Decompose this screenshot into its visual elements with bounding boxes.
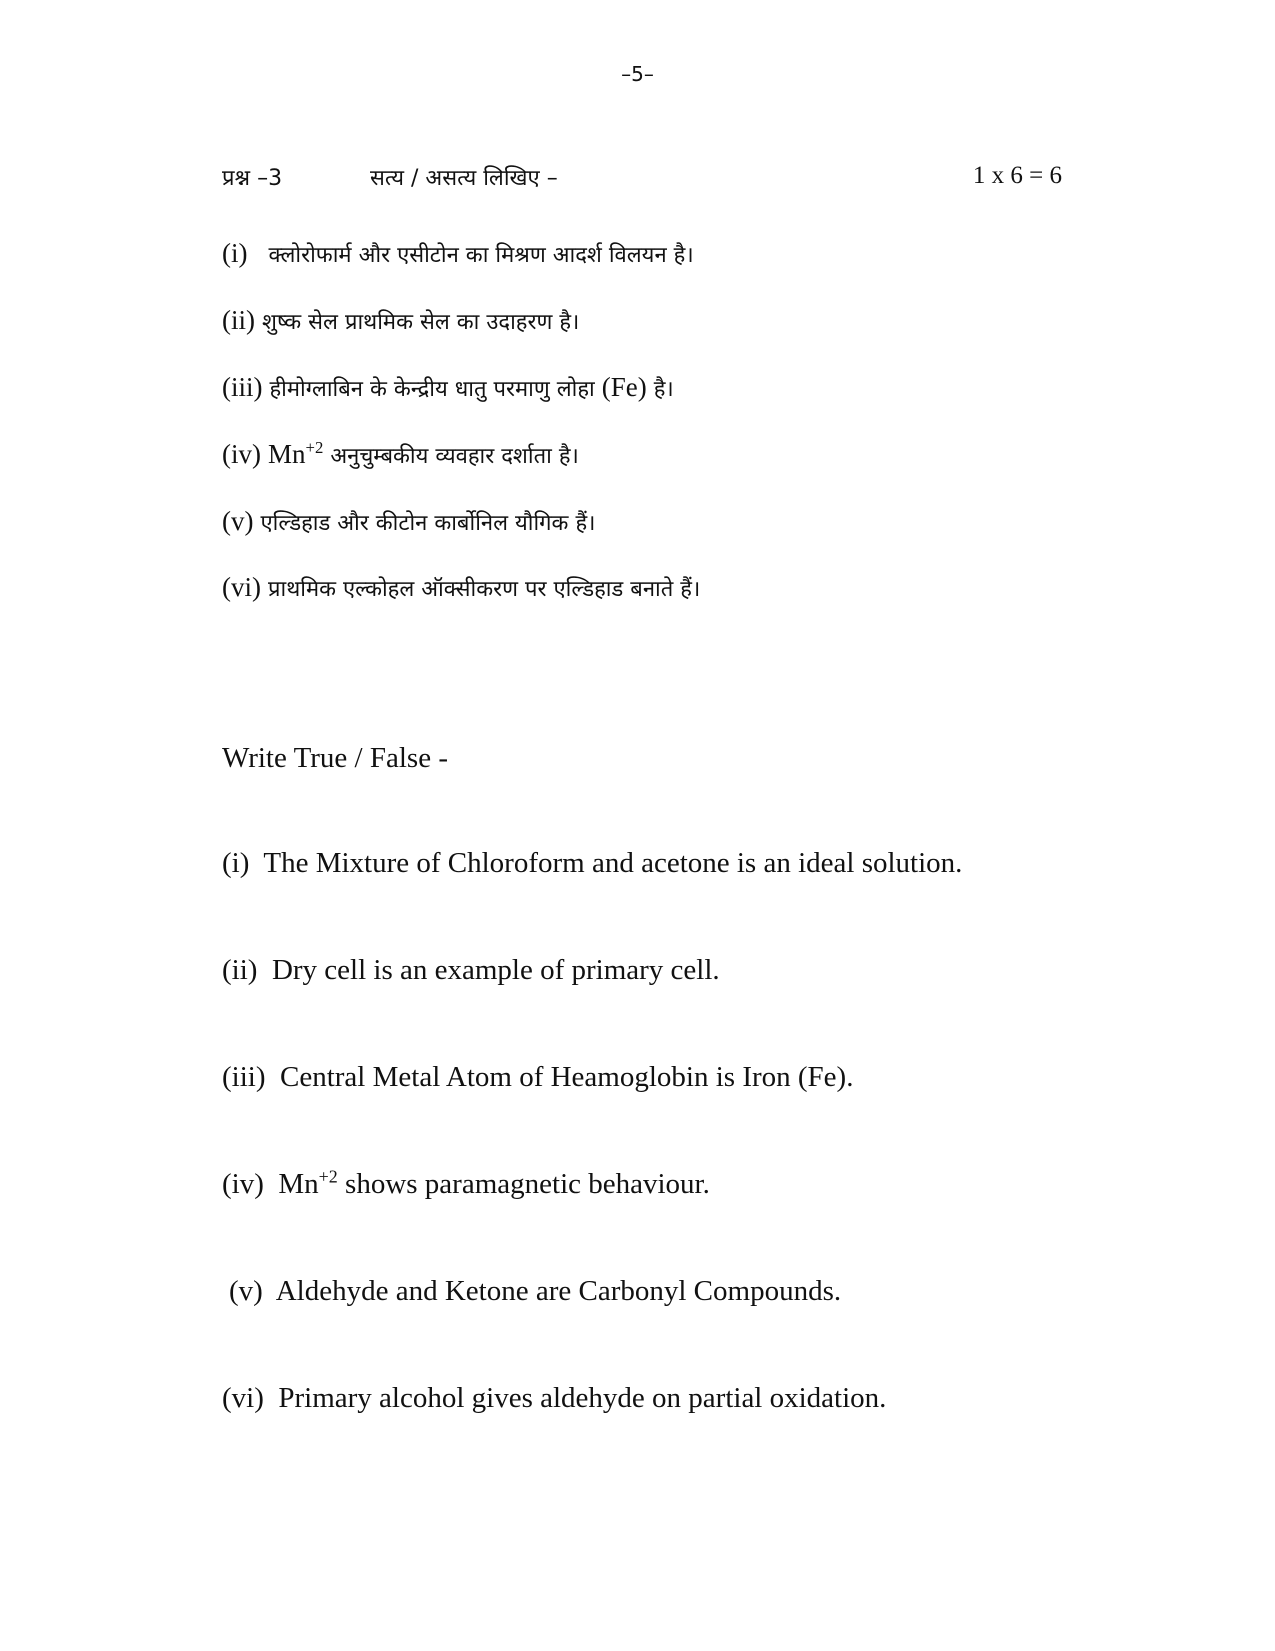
english-item-5 [229, 1275, 841, 1308]
question-number: प्रश्न –3 [222, 166, 283, 191]
item-text: प्राथमिक एल्कोहल ऑक्सीकरण पर एल्डिहाड बनाते हैं। [267, 577, 701, 602]
item-text: Dry cell is an example of primary cell. [271, 954, 720, 986]
page-number: –5– [621, 62, 654, 86]
english-item-4 [222, 1168, 710, 1201]
hindi-item-6 [222, 572, 700, 603]
question-instruction-hindi: सत्य / असत्य लिखिए – [370, 166, 558, 191]
question-header [222, 162, 1062, 196]
item-text-end: है। [653, 377, 674, 402]
item-text: Primary alcohol gives aldehyde on partial oxidation. [278, 1382, 887, 1414]
item-number: (iii) [222, 1061, 266, 1093]
item-number: (i) [222, 238, 248, 268]
item-text: shows paramagnetic behaviour. [345, 1168, 710, 1200]
item-number: (vi) [222, 1382, 264, 1414]
item-number: (v) [222, 506, 254, 536]
item-number: (ii) [222, 305, 255, 335]
item-text: क्लोरोफार्म और एसीटोन का मिश्रण आदर्श विलयन है। [268, 243, 694, 268]
item-text: The Mixture of Chloroform and acetone is an ideal solution. [263, 847, 963, 879]
item-text: Aldehyde and Ketone are Carbonyl Compounds. [275, 1275, 842, 1307]
hindi-item-1 [222, 238, 694, 269]
hindi-item-4 [222, 439, 579, 470]
english-heading: Write True / False - [222, 742, 448, 774]
item-symbol: $Mn^{+2}$ [278, 1166, 338, 1200]
item-symbol: (Fe) [601, 372, 647, 402]
item-symbol: $Mn^{+2}$ [267, 438, 324, 469]
english-item-1 [222, 847, 962, 880]
item-number: (iv) [222, 439, 261, 469]
item-text: अनुचुम्बकीय व्यवहार दर्शाता है। [330, 444, 579, 469]
item-number: (vi) [222, 572, 261, 602]
hindi-item-2 [222, 305, 579, 336]
item-number: (i) [222, 847, 250, 879]
item-text: हीमोग्लाबिन के केन्द्रीय धातु परमाणु लोहा [269, 377, 595, 402]
question-marks: 1 x 6 = 6 [972, 162, 1062, 189]
english-item-2 [222, 954, 720, 987]
item-text: एल्डिहाड और कीटोन कार्बोनिल यौगिक हैं। [260, 511, 596, 536]
item-number: (iv) [222, 1168, 264, 1200]
item-number: (iii) [222, 372, 263, 402]
english-item-6 [222, 1382, 886, 1415]
item-charge: +2 [318, 1166, 338, 1187]
hindi-item-5 [222, 506, 595, 537]
item-number: (ii) [222, 954, 258, 986]
hindi-item-3 [222, 372, 674, 403]
english-item-3 [222, 1061, 853, 1094]
item-number: (v) [229, 1275, 263, 1307]
item-text: Central Metal Atom of Heamoglobin is Iron (Fe). [280, 1061, 854, 1093]
item-text: शुष्क सेल प्राथमिक सेल का उदाहरण है। [262, 310, 580, 335]
item-charge: +2 [305, 438, 324, 457]
